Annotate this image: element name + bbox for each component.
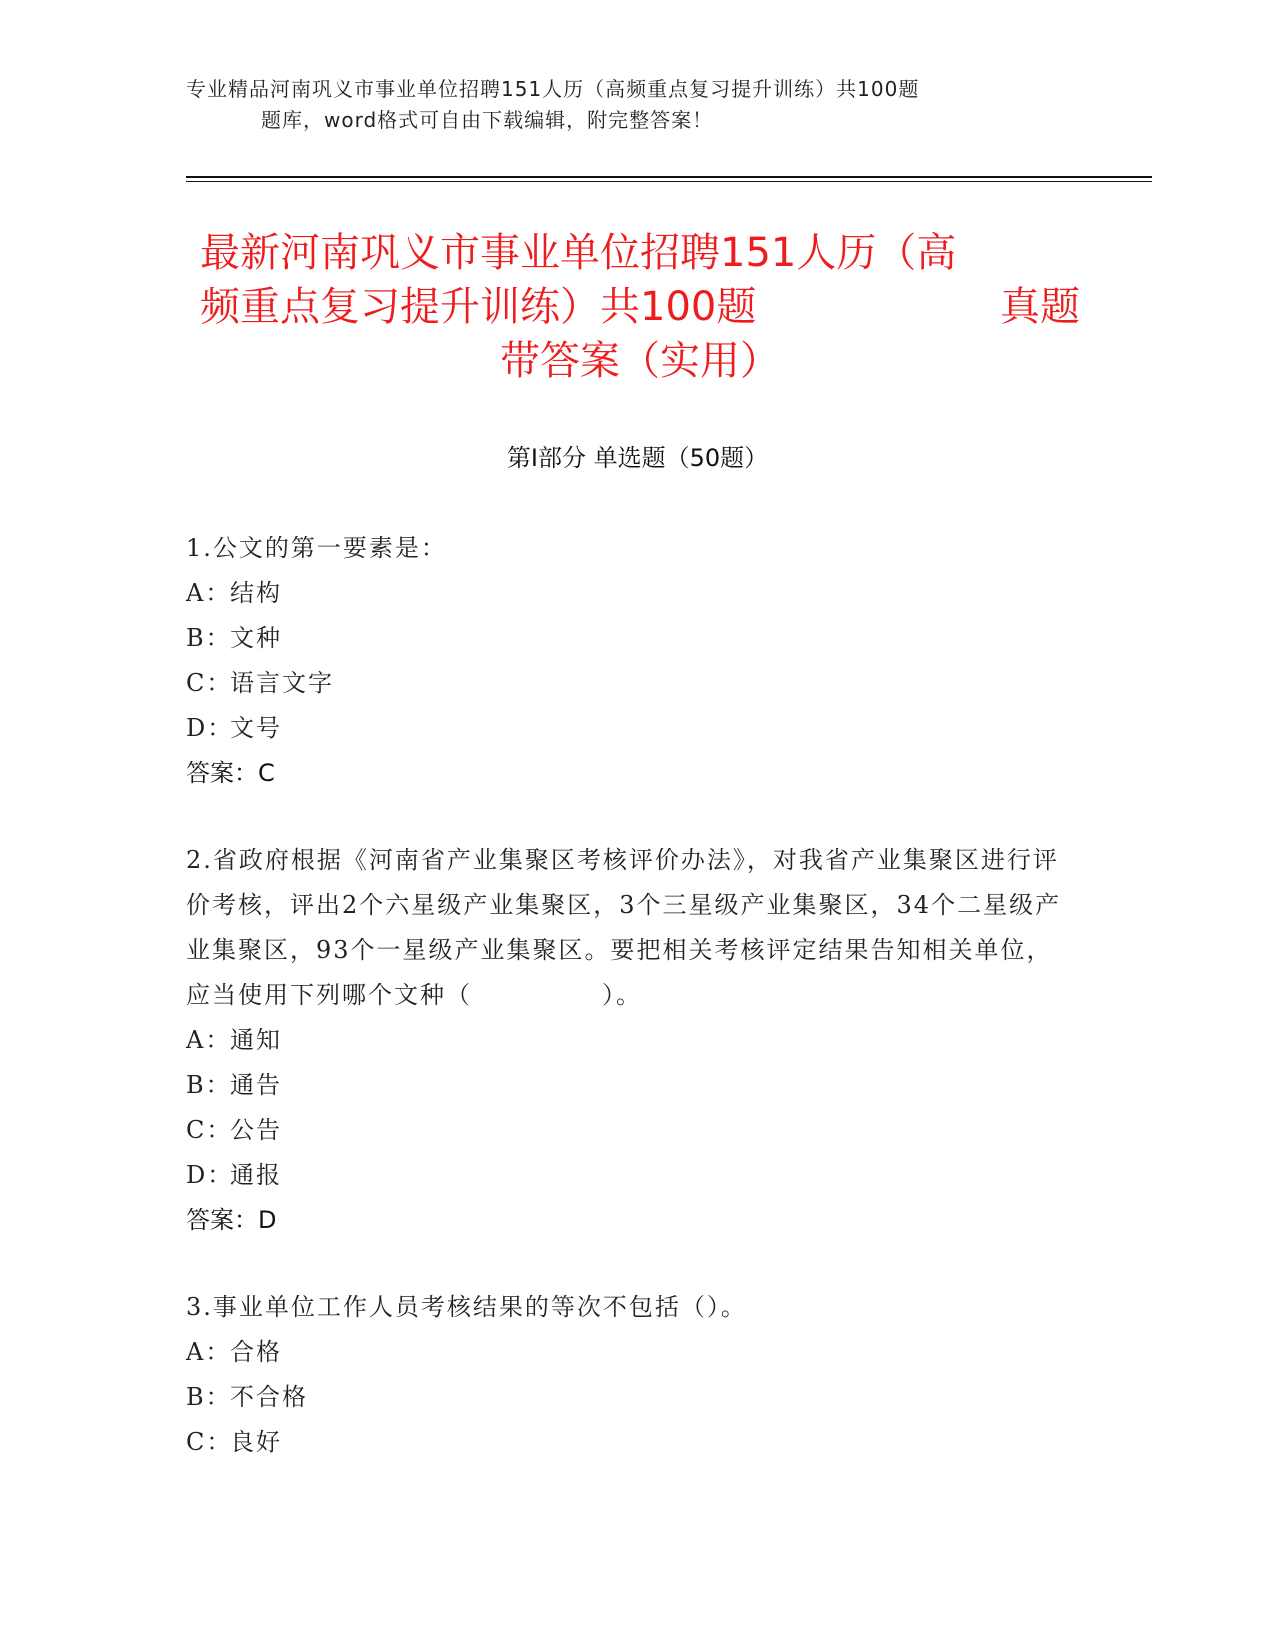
option-text: 文种: [230, 624, 282, 652]
title-line1: 最新河南巩义市事业单位招聘151人历（高: [200, 230, 957, 276]
option-text: 合格: [230, 1338, 282, 1366]
option-text: 文号: [230, 714, 282, 742]
document-title: [200, 226, 1080, 388]
question-3: [186, 1285, 1076, 1465]
question-stem: 2.省政府根据《河南省产业集聚区考核评价办法》，对我省产业集聚区进行评价考核，评出2个六星级产业集聚区，3个三星级产业集聚区，34个二星级产业集聚区，93个一星级产业集聚区。要把相关考核评定结果告知相关单位，应当使用下列哪个文种（ ）。: [186, 846, 1062, 1009]
question-list: [186, 526, 1076, 1507]
header-divider-thick: [186, 176, 1152, 178]
option-b: [186, 1063, 1076, 1108]
option-text: 公告: [230, 1116, 282, 1144]
question-stem: 1.公文的第一要素是：: [186, 534, 447, 562]
header-divider-thin: [186, 181, 1152, 182]
option-d: [186, 1153, 1076, 1198]
option-text: 不合格: [230, 1383, 308, 1411]
header-note-line1: 专业精品河南巩义市事业单位招聘151人历（高频重点复习提升训练）共100题: [186, 77, 920, 101]
title-line2-right: 真题: [1000, 284, 1080, 330]
option-text: 通报: [230, 1161, 282, 1189]
option-text: 通知: [230, 1026, 282, 1054]
option-key: A：: [186, 1026, 232, 1054]
question-2: [186, 838, 1076, 1243]
header-note: [186, 74, 1056, 136]
option-b: [186, 1375, 1076, 1420]
option-key: C：: [186, 1116, 233, 1144]
option-key: D：: [186, 714, 234, 742]
option-text: 良好: [230, 1428, 282, 1456]
option-c: [186, 661, 1076, 706]
option-a: [186, 1330, 1076, 1375]
section-title: 第Ⅰ部分 单选题（50题）: [506, 444, 769, 472]
answer-line: 答案：C: [186, 759, 275, 787]
option-key: A：: [186, 579, 232, 607]
option-text: 结构: [230, 579, 282, 607]
header-note-line2: 题库，word格式可自由下载编辑，附完整答案！: [261, 108, 714, 132]
question-1: [186, 526, 1076, 796]
option-text: 通告: [230, 1071, 282, 1099]
title-line3: 带答案（实用）: [500, 338, 780, 384]
title-line2: [200, 280, 1080, 334]
option-d: [186, 706, 1076, 751]
option-key: B：: [186, 1071, 232, 1099]
option-b: [186, 616, 1076, 661]
option-key: C：: [186, 1428, 233, 1456]
option-key: B：: [186, 624, 232, 652]
question-stem: 3.事业单位工作人员考核结果的等次不包括（）。: [186, 1293, 747, 1321]
option-key: C：: [186, 669, 233, 697]
option-c: [186, 1108, 1076, 1153]
option-c: [186, 1420, 1076, 1465]
option-a: [186, 571, 1076, 616]
title-line2-left: 频重点复习提升训练）共100题: [200, 284, 757, 330]
option-key: D：: [186, 1161, 234, 1189]
option-key: B：: [186, 1383, 232, 1411]
option-a: [186, 1018, 1076, 1063]
option-key: A：: [186, 1338, 232, 1366]
answer-line: 答案：D: [186, 1206, 277, 1234]
option-text: 语言文字: [230, 669, 334, 697]
